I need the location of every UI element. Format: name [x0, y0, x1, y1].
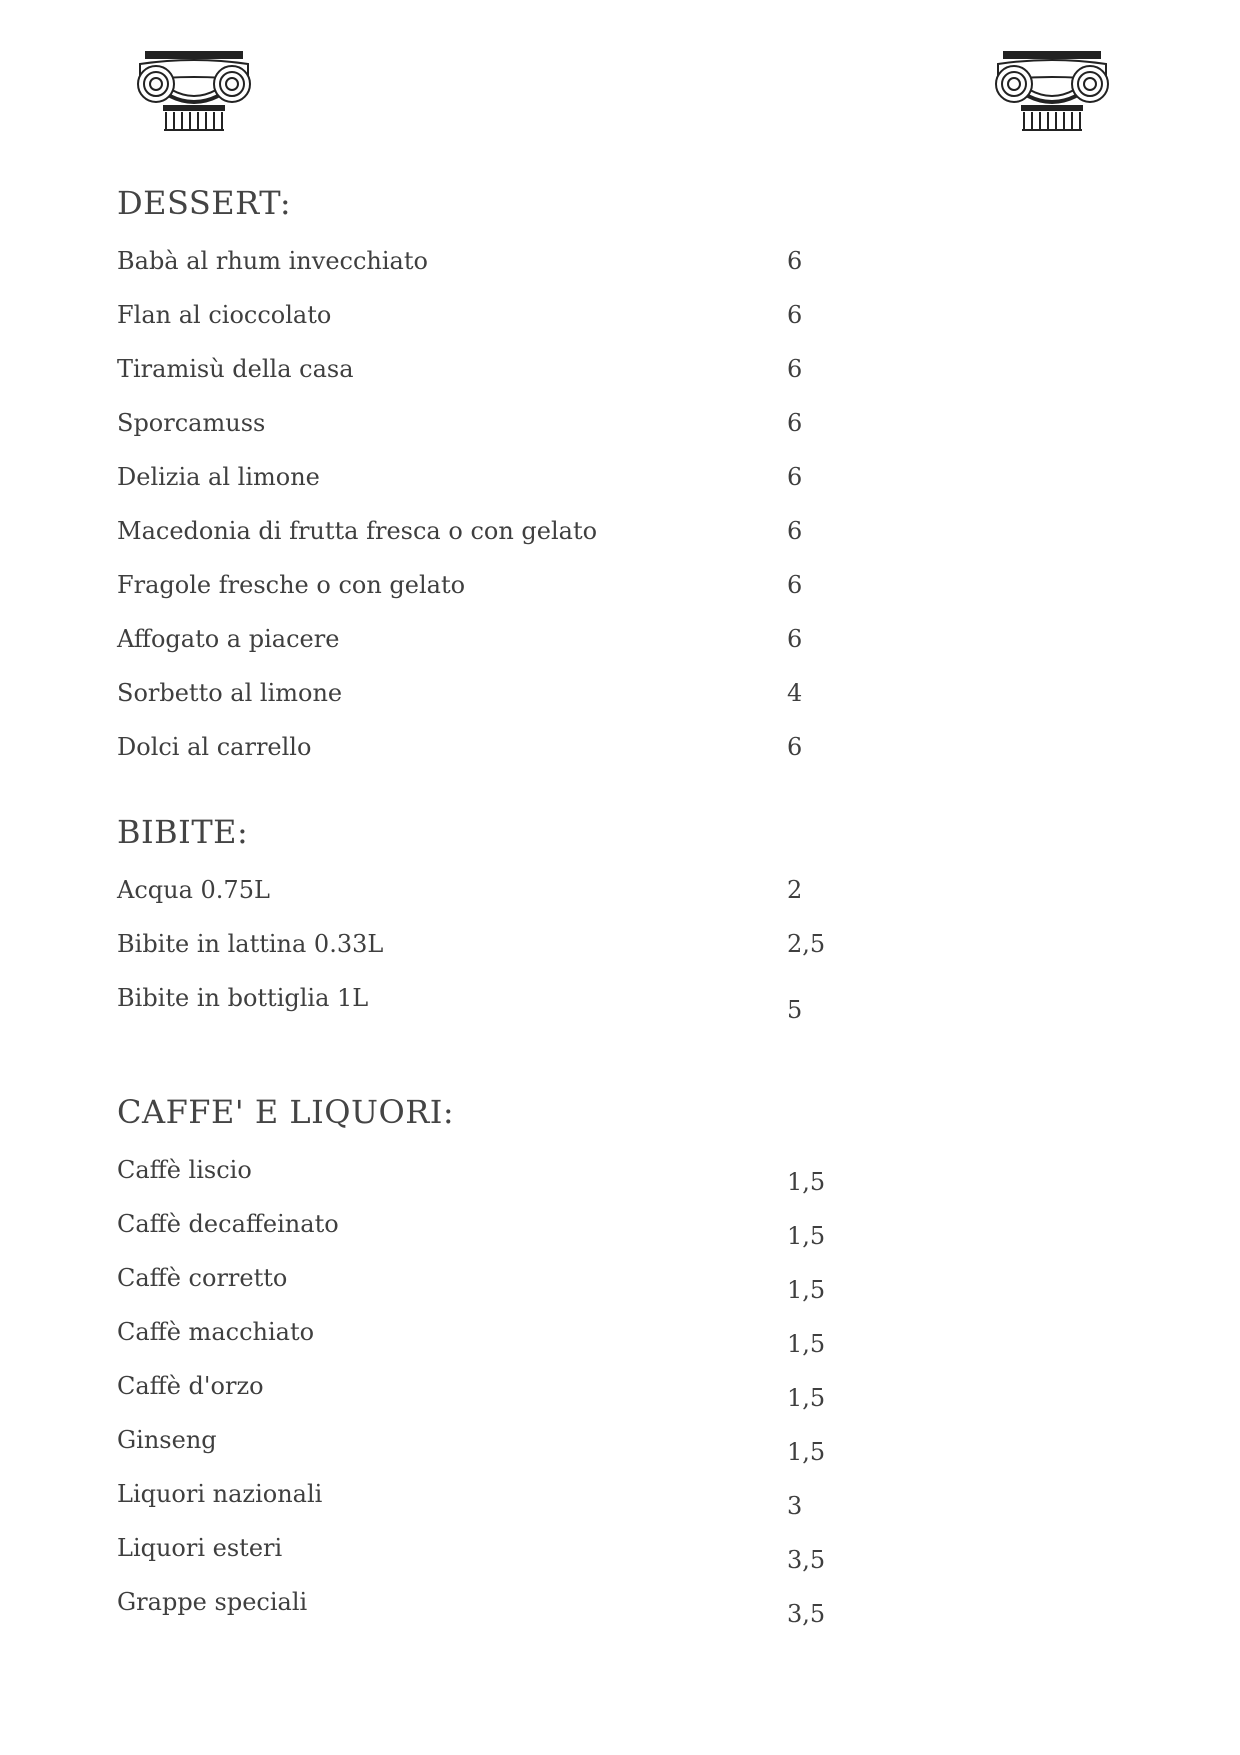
menu-item	[117, 983, 877, 1023]
section-title-caffe-liquori: CAFFE' E LIQUORI:	[117, 1093, 455, 1131]
menu-item	[117, 1317, 877, 1357]
item-name: Ginseng	[117, 1426, 217, 1454]
item-price: 3	[787, 1492, 803, 1520]
menu-item	[117, 1533, 877, 1573]
item-price: 6	[787, 625, 803, 653]
menu-item	[117, 354, 877, 394]
item-name: Caffè d'orzo	[117, 1372, 264, 1400]
item-name: Tiramisù della casa	[117, 355, 354, 383]
menu-item	[117, 1371, 877, 1411]
menu-item	[117, 1209, 877, 1249]
item-name: Liquori esteri	[117, 1534, 283, 1562]
item-name: Acqua 0.75L	[117, 876, 270, 904]
menu-item	[117, 624, 877, 664]
item-price: 6	[787, 571, 803, 599]
item-name: Flan al cioccolato	[117, 301, 332, 329]
item-price: 3,5	[787, 1600, 826, 1628]
menu-item	[117, 1263, 877, 1303]
item-price: 1,5	[787, 1222, 826, 1250]
item-price: 6	[787, 247, 803, 275]
item-name: Babà al rhum invecchiato	[117, 247, 428, 275]
menu-item	[117, 462, 877, 502]
item-price: 6	[787, 463, 803, 491]
item-name: Liquori nazionali	[117, 1480, 323, 1508]
item-name: Dolci al carrello	[117, 733, 312, 761]
item-price: 3,5	[787, 1546, 826, 1574]
item-price: 1,5	[787, 1168, 826, 1196]
item-price: 4	[787, 679, 803, 707]
menu-item	[117, 1155, 877, 1195]
item-name: Fragole fresche o con gelato	[117, 571, 466, 599]
item-price: 2	[787, 876, 803, 904]
menu-item	[117, 678, 877, 718]
item-name: Caffè decaffeinato	[117, 1210, 339, 1238]
section-title-dessert: DESSERT:	[117, 184, 292, 222]
item-name: Grappe speciali	[117, 1588, 308, 1616]
menu-item	[117, 1479, 877, 1519]
item-price: 6	[787, 409, 803, 437]
item-price: 1,5	[787, 1330, 826, 1358]
menu-item	[117, 732, 877, 772]
item-price: 2,5	[787, 930, 826, 958]
ionic-capital-icon	[990, 50, 1114, 132]
item-price: 1,5	[787, 1438, 826, 1466]
menu-item	[117, 246, 877, 286]
menu-item	[117, 1587, 877, 1627]
section-title-bibite: BIBITE:	[117, 813, 249, 851]
menu-item	[117, 300, 877, 340]
item-name: Sporcamuss	[117, 409, 266, 437]
menu-item	[117, 929, 877, 969]
ionic-capital-icon	[132, 50, 256, 132]
item-price: 1,5	[787, 1384, 826, 1412]
item-price: 5	[787, 996, 803, 1024]
menu-item	[117, 408, 877, 448]
item-name: Delizia al limone	[117, 463, 320, 491]
item-price: 6	[787, 517, 803, 545]
item-name: Bibite in lattina 0.33L	[117, 930, 384, 958]
item-price: 6	[787, 733, 803, 761]
item-name: Caffè macchiato	[117, 1318, 315, 1346]
item-price: 1,5	[787, 1276, 826, 1304]
item-price: 6	[787, 355, 803, 383]
item-name: Sorbetto al limone	[117, 679, 343, 707]
menu-item	[117, 875, 877, 915]
item-name: Caffè corretto	[117, 1264, 288, 1292]
item-name: Macedonia di frutta fresca o con gelato	[117, 517, 598, 545]
menu-item	[117, 516, 877, 556]
item-name: Affogato a piacere	[117, 625, 340, 653]
menu-item	[117, 1425, 877, 1465]
item-name: Caffè liscio	[117, 1156, 252, 1184]
item-price: 6	[787, 301, 803, 329]
item-name: Bibite in bottiglia 1L	[117, 984, 369, 1012]
menu-item	[117, 570, 877, 610]
